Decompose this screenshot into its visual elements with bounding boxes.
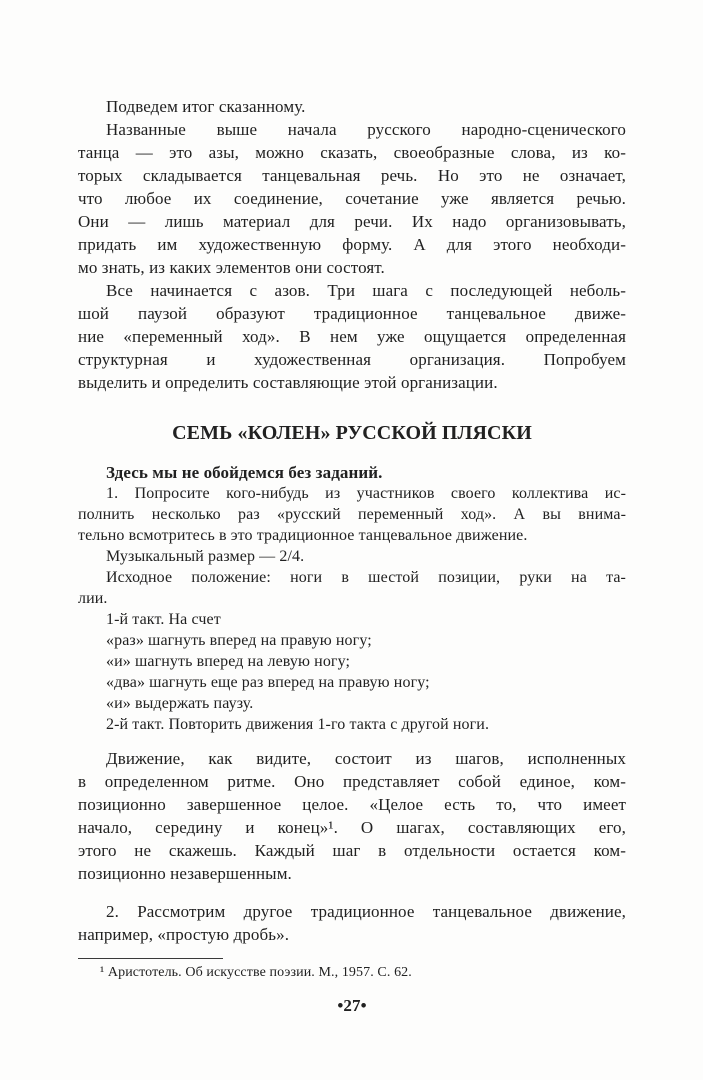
text-line: Все начинается с азов. Три шага с последующей неболь- bbox=[106, 281, 626, 300]
text-line: Музыкальный размер — 2/4. bbox=[106, 548, 305, 565]
lead-sentence bbox=[78, 462, 626, 483]
text-line: тельно всмотритесь в это традиционное танцевальное движение. bbox=[78, 527, 528, 544]
task-1-paragraph bbox=[78, 483, 626, 546]
paragraph-azy bbox=[78, 279, 626, 394]
text-line: начало, середину и конец»¹. О шагах, составляющих его, bbox=[78, 818, 626, 837]
text-line: этого не скажешь. Каждый шаг в отдельности остается ком- bbox=[78, 841, 626, 860]
intro-paragraph bbox=[78, 95, 626, 118]
text-line: Здесь мы не обойдемся без заданий. bbox=[106, 463, 383, 482]
text-line: Движение, как видите, состоит из шагов, исполненных bbox=[106, 749, 626, 768]
text-line: 2-й такт. Повторить движения 1-го такта с другой ноги. bbox=[106, 716, 490, 733]
text-line: придать им художественную форму. А для этого необходи- bbox=[78, 235, 626, 254]
text-line: •27• bbox=[337, 996, 367, 1015]
text-line: 1-й такт. На счет bbox=[106, 611, 221, 628]
text-line: ние «переменный ход». В нем уже ощущается определенная bbox=[78, 327, 626, 346]
text-line: что любое их соединение, сочетание уже является речью. bbox=[78, 189, 626, 208]
text-line: шой паузой образуют традиционное танцевальное движе- bbox=[78, 304, 626, 323]
text-line: мо знать, из каких элементов они состоят. bbox=[78, 258, 385, 277]
text-line: торых складывается танцевальная речь. Но это не означает, bbox=[78, 166, 626, 185]
text-line: «и» выдержать паузу. bbox=[106, 695, 254, 712]
text-line: Названные выше начала русского народно-сценического bbox=[106, 120, 626, 139]
text-line: выделить и определить составляющие этой организации. bbox=[78, 373, 498, 392]
paragraph-dance-basics bbox=[78, 118, 626, 279]
section-heading bbox=[78, 420, 626, 446]
text-line: Подведем итог сказанному. bbox=[106, 97, 306, 116]
text-line: танца — это азы, можно сказать, своеобразные слова, из ко- bbox=[78, 143, 626, 162]
paragraph-dvizhenie bbox=[78, 747, 626, 885]
task-2-paragraph bbox=[78, 900, 626, 946]
text-line: позиционно незавершенным. bbox=[78, 864, 292, 883]
text-line: позиционно завершенное целое. «Целое есть то, что имеет bbox=[78, 795, 626, 814]
text-line: «два» шагнуть еще раз вперед на правую ногу; bbox=[106, 674, 430, 691]
takt-instructions-list bbox=[78, 546, 626, 735]
text-line: 2. Рассмотрим другое традиционное танцевальное движение, bbox=[106, 902, 626, 921]
text-line: «раз» шагнуть вперед на правую ногу; bbox=[106, 632, 372, 649]
text-column bbox=[78, 95, 626, 1017]
text-line: Исходное положение: ноги в шестой позиции, руки на та- bbox=[106, 569, 626, 586]
text-line: «и» шагнуть вперед на левую ногу; bbox=[106, 653, 351, 670]
text-line: структурная и художественная организация. Попробуем bbox=[78, 350, 626, 369]
text-line: лии. bbox=[78, 590, 108, 607]
footnote bbox=[78, 959, 626, 982]
page-number bbox=[78, 995, 626, 1017]
text-line: 1. Попросите кого-нибудь из участников своего коллектива ис- bbox=[106, 485, 626, 502]
text-line: Они — лишь материал для речи. Их надо организовывать, bbox=[78, 212, 626, 231]
text-line: СЕМЬ «КОЛЕН» РУССКОЙ ПЛЯСКИ bbox=[172, 422, 532, 444]
text-line: в определенном ритме. Оно представляет собой единое, ком- bbox=[78, 772, 626, 791]
text-line: например, «простую дробь». bbox=[78, 925, 290, 944]
text-line: полнить несколько раз «русский переменный ход». А вы внима- bbox=[78, 506, 626, 523]
text-line: ¹ Аристотель. Об искусстве поэзии. М., 1957. С. 62. bbox=[100, 965, 412, 980]
